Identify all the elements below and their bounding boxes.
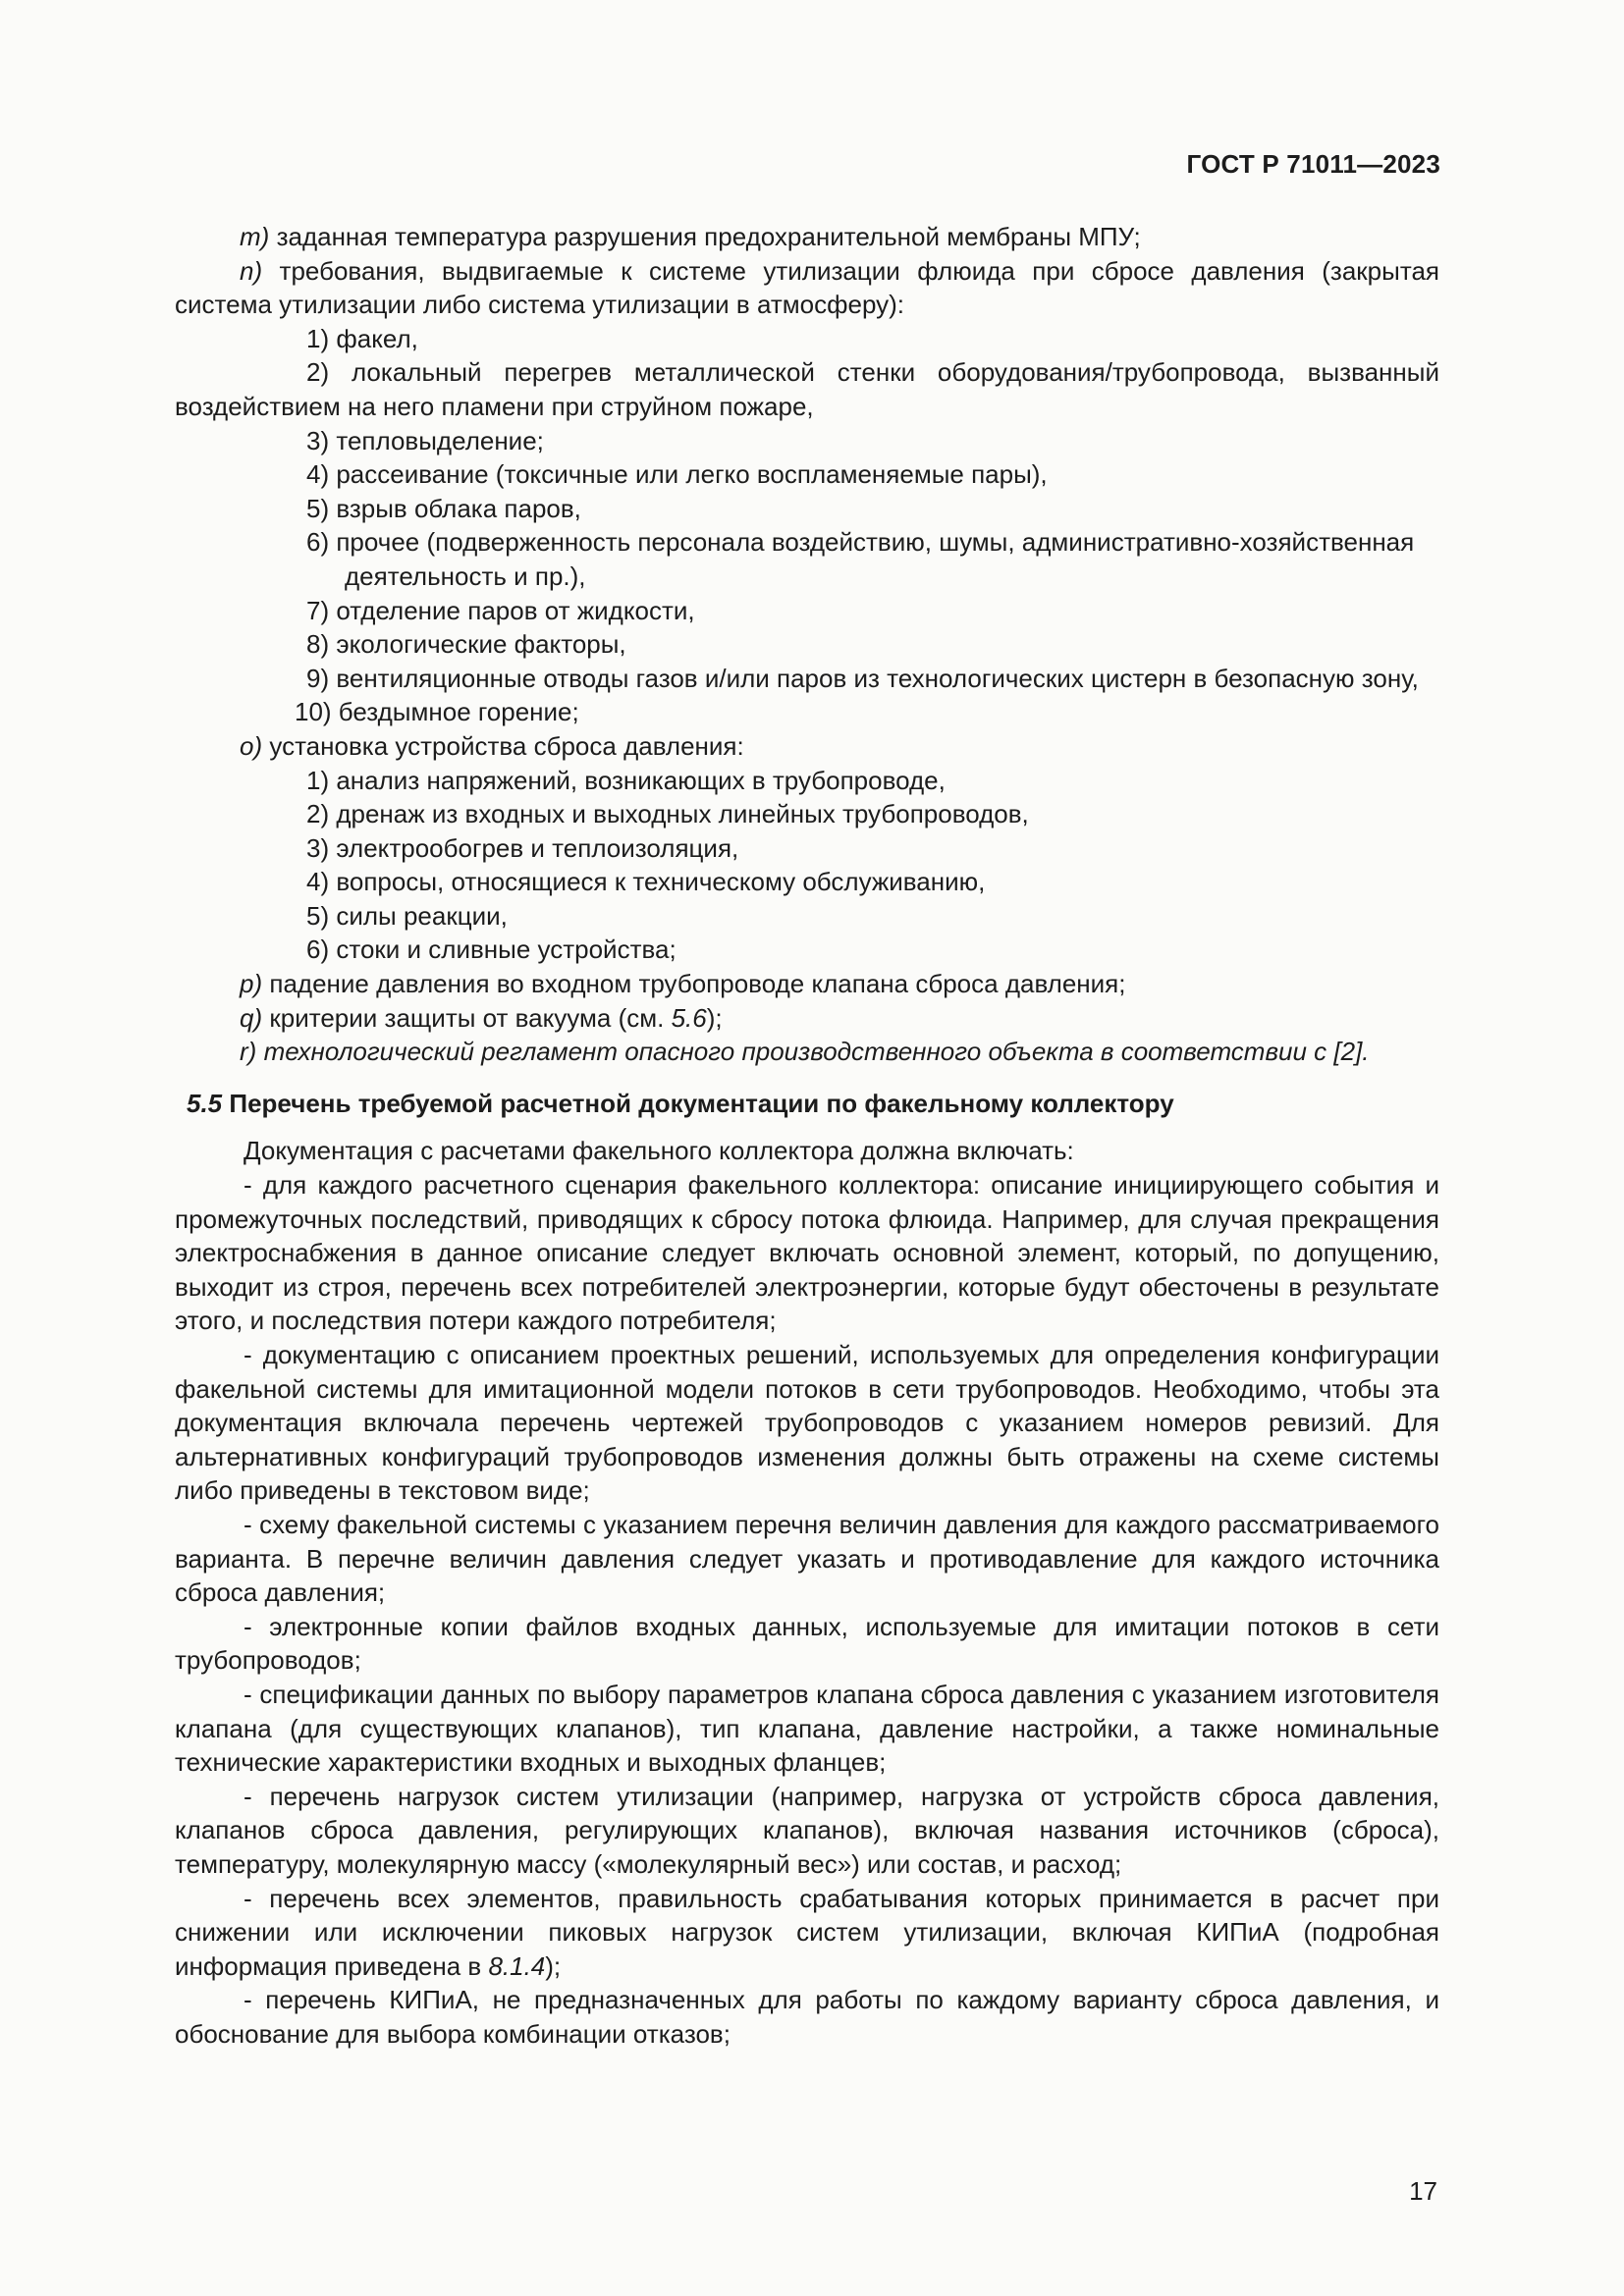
section-title: Перечень требуемой расчетной документации по факельному коллектору <box>229 1088 1174 1118</box>
sublist-item: 7) отделение паров от жидкости, <box>306 595 695 625</box>
sublist-item: 4) вопросы, относящиеся к техническому обслуживанию, <box>306 867 986 897</box>
list-letter: n) <box>240 255 263 286</box>
list-text: технологический регламент опасного производственного объекта в соответствии с [2]. <box>263 1037 1370 1067</box>
document-body <box>175 220 1439 2051</box>
body-paragraph: - перечень КИПиА, не предназначенных для работы по каждому варианту сброса давления, и обоснование для выбора комбинации отказов; <box>175 1985 1439 2049</box>
sublist-item: 1) факел, <box>306 323 418 353</box>
sublist-item: 6) прочее (подверженность персонала воздействию, шумы, административно-хозяйственная <box>306 527 1415 558</box>
body-paragraph: - для каждого расчетного сценария факельного коллектора: описание инициирующего события и промежуточных последствий, приводящих к сбросу потока флюида. Например, для случая прекращения электроснабжения в данное описание следует включать основной элемент, который, по допущению, выходит из строя, перечень всех потребителей электроэнергии, которые будут обесточены в результате этого, и последствия потери каждого потребителя; <box>175 1170 1439 1336</box>
section-heading <box>175 1087 1439 1121</box>
list-text: установка устройства сброса давления: <box>269 730 744 761</box>
sublist-item: 5) силы реакции, <box>306 900 508 931</box>
section-number: 5.5 <box>187 1088 223 1118</box>
paragraph-text-end: ); <box>545 1950 562 1981</box>
sublist-item: 5) взрыв облака паров, <box>306 493 581 523</box>
list-text: требования, выдвигаемые к системе утилизации флюида при сбросе давления (закрытая система утилизации либо система утилизации в атмосферу): <box>175 255 1439 320</box>
sublist-item: 4) рассеивание (токсичные или легко воспламеняемые пары), <box>306 459 1048 490</box>
list-item-p <box>175 967 1439 1001</box>
section-intro: Документация с расчетами факельного коллектора должна включать: <box>244 1136 1074 1166</box>
body-paragraph-with-ref <box>175 1882 1439 1984</box>
list-item-n <box>175 254 1439 322</box>
list-letter: p) <box>240 969 263 999</box>
body-paragraph: - документацию с описанием проектных решений, используемых для определения конфигурации факельной системы для имитационной модели потоков в сети трубопроводов. Необходимо, чтобы эта документация включала перечень чертежей трубопроводов с указанием номеров ревизий. Для альтернативных конфигураций трубопроводов изменения должны быть отражены на схеме системы либо приведены в текстовом виде; <box>175 1340 1439 1506</box>
body-paragraph: - схему факельной системы с указанием перечня величин давления для каждого рассматриваемого варианта. В перечне величин давления следует указать и противодавление для каждого источника сброса давления; <box>175 1509 1439 1608</box>
sublist-item: 9) вентиляционные отводы газов и/или паров из технологических цистерн в безопасную зону, <box>306 663 1419 693</box>
list-item-m <box>175 220 1439 254</box>
cross-reference: 8.1.4 <box>488 1950 546 1981</box>
list-text: падение давления во входном трубопроводе клапана сброса давления; <box>269 969 1126 999</box>
list-item-q <box>175 1001 1439 1036</box>
list-text: заданная температура разрушения предохранительной мембраны МПУ; <box>276 222 1141 251</box>
list-letter: q) <box>240 1002 263 1033</box>
sublist-item: 10) бездымное горение; <box>295 697 579 727</box>
sublist-item: 2) локальный перегрев металлической стенки оборудования/трубопровода, вызванный воздействием на него пламени при струйном пожаре, <box>175 357 1439 421</box>
sublist-item: 6) стоки и сливные устройства; <box>306 934 677 965</box>
sublist-item: 2) дренаж из входных и выходных линейных трубопроводов, <box>306 799 1029 829</box>
page-number: 17 <box>1409 2176 1437 2206</box>
list-letter: o) <box>240 730 263 761</box>
sublist-item: 8) экологические факторы, <box>306 629 626 660</box>
cross-reference: 5.6 <box>671 1002 707 1033</box>
list-text-end: ); <box>706 1002 723 1033</box>
list-text: критерии защиты от вакуума (см. <box>269 1002 672 1033</box>
list-letter: m) <box>240 222 270 251</box>
body-paragraph: - электронные копии файлов входных данных, используемые для имитации потоков в сети трубопроводов; <box>175 1611 1439 1676</box>
sublist-item: 1) анализ напряжений, возникающих в трубопроводе, <box>306 765 946 795</box>
list-item-o <box>175 729 1439 764</box>
paragraph-text: - перечень всех элементов, правильность срабатывания которых принимается в расчет при снижении или исключении пиковых нагрузок систем утилизации, включая КИПиА (подробная информация приведена в <box>175 1883 1439 1981</box>
document-header: ГОСТ Р 71011—2023 <box>1186 149 1440 179</box>
body-paragraph: - перечень нагрузок систем утилизации (например, нагрузка от устройств сброса давления, клапанов сброса давления, регулирующих клапанов), включая названия источников (сброса), температуру, молекулярную массу («молекулярный вес») или состав, и расход; <box>175 1781 1439 1879</box>
body-paragraph: - спецификации данных по выбору параметров клапана сброса давления с указанием изготовителя клапана (для существующих клапанов), тип клапана, давление настройки, а также номинальные технические характеристики входных и выходных фланцев; <box>175 1679 1439 1778</box>
sublist-item-continuation: деятельность и пр.), <box>345 561 586 591</box>
list-letter: r) <box>240 1037 257 1067</box>
sublist-item: 3) тепловыделение; <box>306 425 544 455</box>
list-item-r <box>175 1035 1439 1069</box>
sublist-item: 3) электрообогрев и теплоизоляция, <box>306 832 739 863</box>
